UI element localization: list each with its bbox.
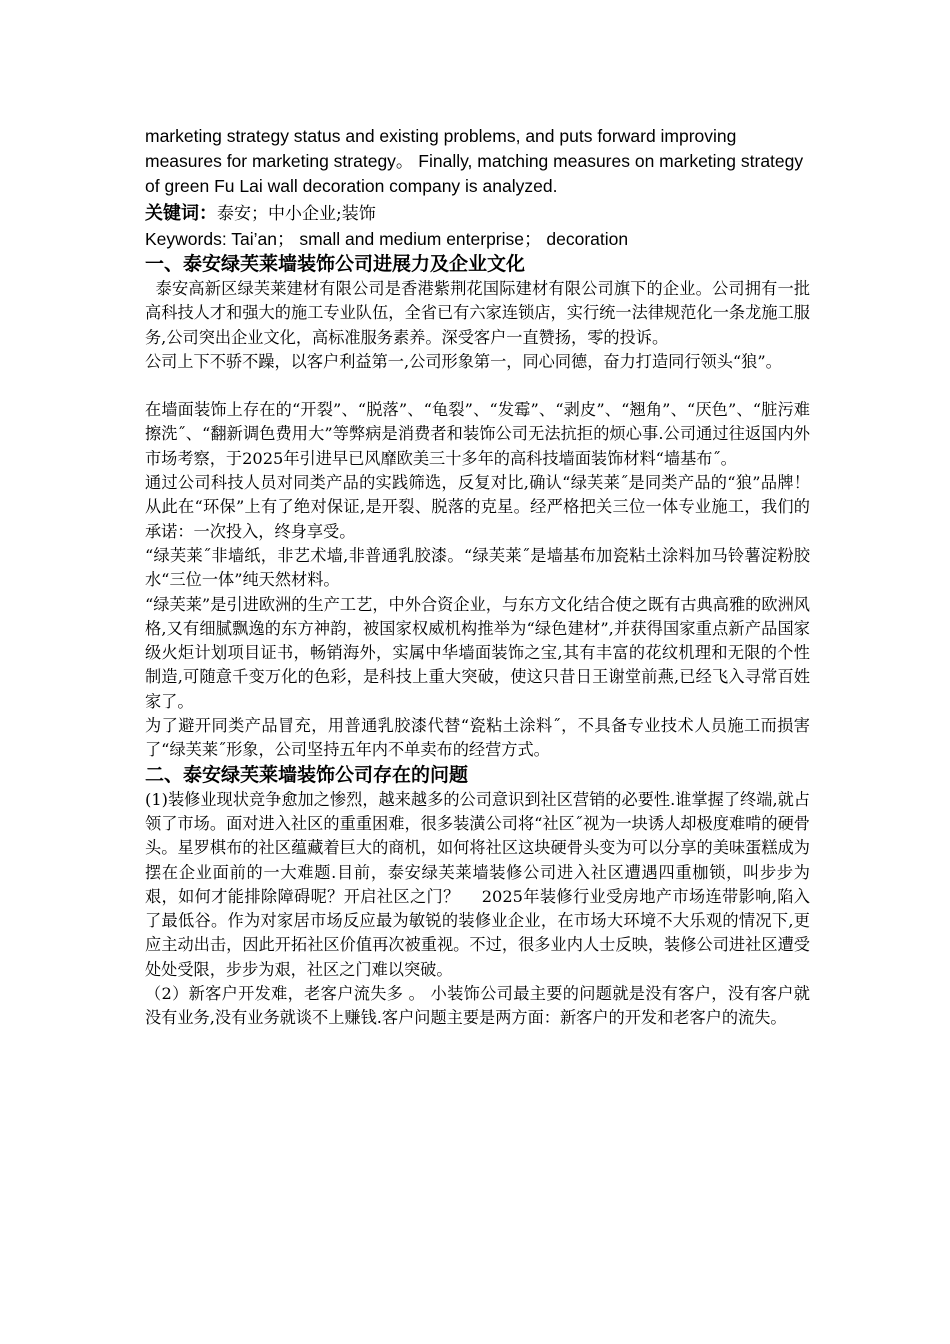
section1-paragraph: “绿芙莱”是引进欧洲的生产工艺，中外合资企业，与东方文化结合使之既有古典高雅的欧洲风格,又有细腻飘逸的东方神韵，被国家权威机构推举为“绿色建材”,并获得国家重点新产品国家级火炬计划项目证书，畅销海外，实属中华墙面装饰之宝,其有丰富的花纹机理和无限的个性制造,可随意千变万化的色彩，是科技上重大突破，使这只昔日王谢堂前燕,已经飞入寻常百姓家了。 bbox=[145, 594, 810, 711]
section2-heading: 二、泰安绿芙莱墙装饰公司存在的问题 bbox=[145, 763, 469, 786]
paragraph-gap bbox=[145, 374, 810, 398]
document-page bbox=[145, 124, 810, 1031]
section1-paragraph: “绿芙莱˝非墙纸，非艺术墙,非普通乳胶漆。“绿芙莱˝是墙基布加瓷粘土涂料加马铃薯淀粉胶水“三位一体”纯天然材料。 bbox=[145, 545, 810, 590]
keywords-label: 关键词： bbox=[145, 203, 217, 224]
keywords-english: Keywords: Tai’an； small and medium enterprise； decoration bbox=[145, 229, 629, 249]
section1-paragraph: 泰安高新区绿芙莱建材有限公司是香港紫荆花国际建材有限公司旗下的企业。公司拥有一批高科技人才和强大的施工专业队伍，全省已有六家连锁店，实行统一法律规范化一条龙施工服务,公司突出企业文化，高标准服务素养。深受客户一直赞扬，零的投诉。 bbox=[145, 279, 811, 347]
section1-heading: 一、泰安绿芙莱墙装饰公司进展力及企业文化 bbox=[145, 253, 526, 275]
section1-paragraph: 公司上下不骄不躁，以客户利益第一,公司形象第一，同心同德，奋力打造同行领头“狼”。 bbox=[145, 351, 782, 371]
section1-paragraph: 通过公司科技人员对同类产品的实践筛选，反复对比,确认“绿芙莱˝是同类产品的“狼”品牌！从此在“环保”上有了绝对保证,是开裂、脱落的克星。经严格把关三位一体专业施工，我们的承诺：一次投入，终身享受。 bbox=[145, 473, 810, 541]
section1-paragraph: 为了避开同类产品冒充，用普通乳胶漆代替“瓷粘土涂料˝，不具备专业技术人员施工而损害了“绿芙莱˝形象，公司坚持五年内不单卖布的经营方式。 bbox=[145, 716, 810, 760]
section1-paragraph: 在墙面装饰上存在的“开裂”、“脱落”、“龟裂”、“发霉”、“剥皮”、“翘角”、“厌色”、“脏污难擦洗˝、“翻新调色费用大”等弊病是消费者和装饰公司无法抗拒的烦心事.公司通过往返国内外市场考察，于2025年引进早已风靡欧美三十多年的高科技墙面装饰材料“墙基布˝。 bbox=[145, 400, 810, 468]
keywords-values: 泰安；中小企业;装饰 bbox=[217, 204, 376, 224]
keywords-chinese bbox=[145, 201, 810, 227]
section2-paragraph: (1)装修业现状竞争愈加之惨烈，越来越多的公司意识到社区营销的必要性.谁掌握了终端,就占领了市场。面对进入社区的重重困难，很多装潢公司将“社区˝视为一块诱人却极度难啃的硬骨头。星罗棋布的社区蕴藏着巨大的商机，如何将社区这块硬骨头变为可以分享的美味蛋糕成为摆在企业面前的一大难题.目前，泰安绿芙莱墙装修公司进入社区遭遇四重枷锁，叫步步为艰，如何才能排除障碍呢？开启社区之门？ 2025年装修行业受房地产市场连带影响,陷入了最低谷。作为对家居市场反应最为敏锐的装修业企业，在市场大环境不大乐观的情况下,更应主动出击，因此开拓社区价值再次被重视。不过，很多业内人士反映，装修公司进社区遭受处处受限，步步为艰，社区之门难以突破。 bbox=[145, 789, 810, 979]
section2-paragraph: （2）新客户开发难，老客户流失多 。 小装饰公司最主要的问题就是没有客户，没有客户就没有业务,没有业务就谈不上赚钱.客户问题主要是两方面：新客户的开发和老客户的流失。 bbox=[145, 984, 810, 1028]
abstract-english: marketing strategy status and existing problems, and puts forward improving measures for marketing strategy。 Finally, matching measures on marketing strategy of green Fu Lai wall decoration company is analyzed. bbox=[145, 126, 804, 196]
